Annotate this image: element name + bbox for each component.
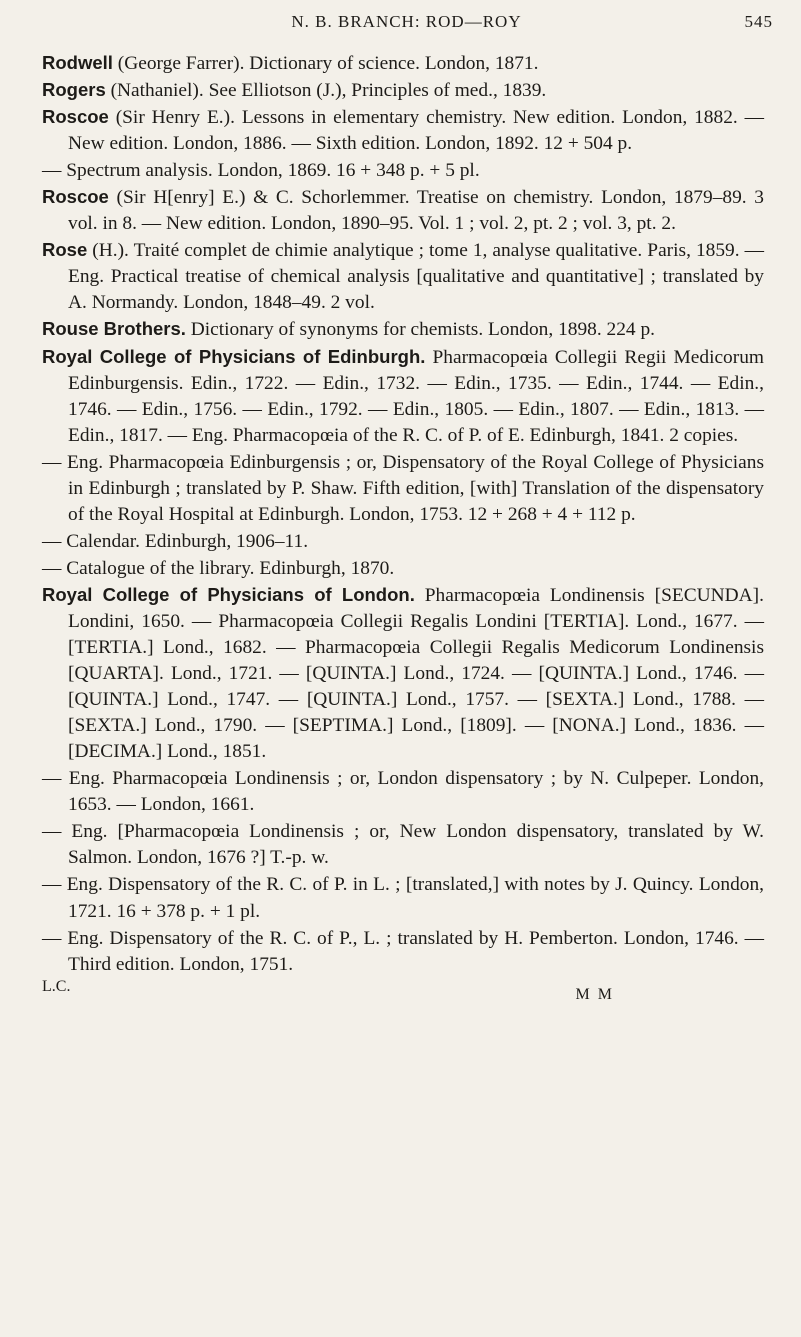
entry-text: — Eng. [Pharmacopœia Londinensis ; or, New London dispensatory, translated by W. Salmon. London, 1676 ?] T.-p. w. (42, 821, 764, 869)
entry-heading: Royal College of Physicians of London. (42, 583, 415, 605)
entry-text: — Eng. Dispensatory of the R. C. of P. in L. ; [translated,] with notes by J. Quincy. London, 1721. 16 + 378 p. + 1 pl. (42, 874, 764, 922)
entry-text: Dictionary of synonyms for chemists. London, 1898. 224 p. (185, 319, 656, 341)
bibliography-entry (42, 344, 764, 449)
page-number: 545 (744, 12, 773, 31)
entry-heading: Rouse Brothers. (42, 318, 186, 340)
bibliography-entry (42, 50, 764, 77)
entry-heading: Roscoe (42, 106, 109, 128)
bibliography-entry (42, 237, 764, 316)
bibliography-entry (42, 818, 764, 871)
entry-text: (Nathaniel). See Elliotson (J.), Principles of med., 1839. (105, 80, 547, 102)
entry-text: — Eng. Dispensatory of the R. C. of P., L. ; translated by H. Pemberton. London, 1746. — Third edition. London, 1751. (42, 927, 764, 975)
entry-text: (H.). Traité complet de chimie analytique ; tome 1, analyse qualitative. Paris, 1859. — Eng. Practical treatise of chemical analysis [qualitative and quantitative] ; translated by A. Normandy. London, 1848–49. 2 vol. (68, 240, 764, 314)
bibliography-entry (42, 184, 764, 237)
bibliography-entry (42, 316, 764, 343)
bibliography-entry (42, 871, 764, 924)
entry-text: — Eng. Pharmacopœia Londinensis ; or, London dispensatory ; by N. Culpeper. London, 1653. — London, 1661. (42, 768, 764, 816)
running-title: N. B. BRANCH: ROD—ROY (291, 12, 522, 31)
bibliography-entry (42, 765, 764, 818)
entry-heading: Roscoe (42, 186, 109, 208)
entry-heading: Royal College of Physicians of Edinburgh. (42, 345, 426, 367)
bibliography-entry (42, 528, 764, 555)
entry-text: (Sir H[enry] E.) & C. Schorlemmer. Treatise on chemistry. London, 1879–89. 3 vol. in 8. — New edition. London, 1890–95. Vol. 1 ; vol. 2, pt. 2 ; vol. 3, pt. 2. (68, 187, 764, 235)
signature-mark: M M (575, 985, 614, 1003)
entry-text: — Eng. Pharmacopœia Edinburgensis ; or, Dispensatory of the Royal College of Physicians in Edinburgh ; translated by P. Shaw. Fifth edition, [with] Translation of the dispensatory of the Royal Hospital at Edinburgh. London, 1753. 12 + 268 + 4 + 112 p. (42, 451, 764, 525)
page-footer (42, 977, 764, 1008)
page-header (40, 12, 773, 36)
bibliography-entry (42, 449, 764, 528)
bibliography-entry (42, 157, 764, 184)
bibliography-entry (42, 104, 764, 157)
entry-text: — Spectrum analysis. London, 1869. 16 + 348 p. + 5 pl. (42, 160, 480, 182)
bibliography-entry (42, 582, 764, 765)
entry-heading: Rose (42, 239, 88, 261)
entry-text: — Catalogue of the library. Edinburgh, 1870. (42, 557, 395, 579)
entry-text: (Sir Henry E.). Lessons in elementary chemistry. New edition. London, 1882. — New edition. London, 1886. — Sixth edition. London, 1892. 12 + 504 p. (68, 107, 764, 155)
entry-text: Pharmacopœia Londinensis [SECUNDA]. Londini, 1650. — Pharmacopœia Collegii Regalis Londini [TERTIA]. Lond., 1677. — [TERTIA.] Lond., 1682. — Pharmacopœia Collegii Regalis Medicorum Londinensis [QUARTA]. Lond., 1721. — [QUINTA.] Lond., 1724. — [QUINTA.] Lond., 1746. — [QUINTA.] Lond., 1747. — [QUINTA.] Lond., 1757. — [SEXTA.] Lond., 1788. — [SEXTA.] Lond., 1790. — [SEPTIMA.] Lond., [1809]. — [NONA.] Lond., 1836. — [DECIMA.] Lond., 1851. (68, 584, 764, 763)
entry-text: Pharmacopœia Collegii Regii Medicorum Edinburgensis. Edin., 1722. — Edin., 1732. — Edin., 1735. — Edin., 1744. — Edin., 1746. — Edin., 1756. — Edin., 1792. — Edin., 1805. — Edin., 1807. — Edin., 1813. — Edin., 1817. — Eng. Pharmacopœia of the R. C. of P. of E. Edinburgh, 1841. 2 copies. (68, 346, 764, 446)
entry-heading: Rogers (42, 79, 106, 101)
entry-text: (George Farrer). Dictionary of science. London, 1871. (112, 53, 539, 74)
entry-heading: Rodwell (42, 52, 113, 73)
bibliography-entry (42, 925, 764, 978)
entry-text: — Calendar. Edinburgh, 1906–11. (42, 530, 309, 552)
footer-left: L.C. (42, 977, 71, 995)
bibliography-entry (42, 77, 764, 104)
bibliography-list (42, 50, 764, 1008)
bibliography-entry (42, 555, 764, 582)
